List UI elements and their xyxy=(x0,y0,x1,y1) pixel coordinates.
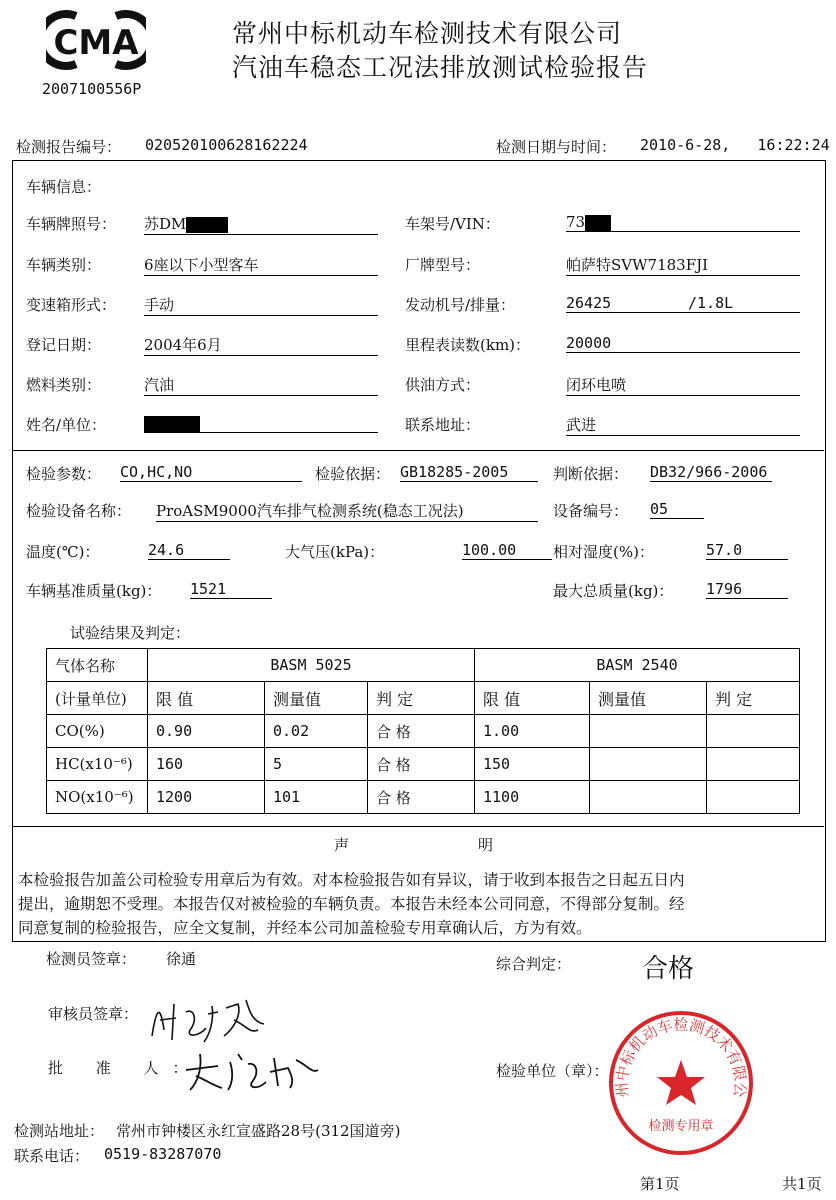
measured-cell xyxy=(590,781,707,814)
basm2540-header: BASM 2540 xyxy=(475,649,800,682)
judge-cell: 合 格 xyxy=(368,715,475,748)
vin-text: 73 xyxy=(566,213,586,231)
inspection-stamp xyxy=(606,1008,756,1158)
page-total: 共1页 xyxy=(782,1175,822,1193)
station-address-label: 检测站地址： xyxy=(14,1122,105,1140)
limit-cell: 0.90 xyxy=(148,715,265,748)
limit-cell: 1200 xyxy=(148,781,265,814)
basm5025-header: BASM 5025 xyxy=(148,649,475,682)
conclusion-label: 综合判定： xyxy=(496,955,572,973)
station-address: 常州市钟楼区永红宣盛路28号(312国道旁) xyxy=(116,1122,401,1140)
inspector-label: 检测员签章： xyxy=(46,950,137,968)
report-frame xyxy=(12,160,826,942)
max-mass-label: 最大总质量(kg)： xyxy=(553,582,674,600)
svg-text:CMA: CMA xyxy=(53,23,139,63)
statement-line: 本检验报告加盖公司检验专用章后为有效。对本检验报告如有异议，请于收到本报告之日起五日内 xyxy=(18,871,685,889)
measured-cell xyxy=(590,748,707,781)
report-no: 020520100628162224 xyxy=(145,136,308,154)
fuel-label: 燃料类别： xyxy=(26,376,102,394)
table-row xyxy=(47,748,800,781)
unit-label: 检验单位（章）： xyxy=(496,1062,609,1080)
max-mass-value: 1796 xyxy=(706,580,788,599)
measured-cell xyxy=(590,715,707,748)
model-label: 厂牌型号： xyxy=(405,256,481,274)
judge-cell xyxy=(707,748,800,781)
redaction xyxy=(144,416,200,432)
datetime: 2010-6-28, 16:22:24 xyxy=(640,136,830,154)
unit-header: (计量单位) xyxy=(47,682,148,715)
report-title: 汽油车稳态工况法排放测试检验报告 xyxy=(232,53,649,82)
type-value: 6座以下小型客车 xyxy=(144,254,378,276)
pressure-label: 大气压(kPa)： xyxy=(285,543,385,561)
limit-cell: 1.00 xyxy=(475,715,590,748)
limit-cell: 1100 xyxy=(475,781,590,814)
reg-value: 2004年6月 xyxy=(144,334,378,356)
conclusion-value: 合格 xyxy=(642,954,695,984)
params-value: CO,HC,NO xyxy=(120,463,302,482)
gas-cell: HC(x10⁻⁶) xyxy=(47,748,148,781)
judge-cell: 合 格 xyxy=(368,748,475,781)
measured-header: 测量值 xyxy=(265,682,368,715)
judge-basis-value: DB32/966-2006 xyxy=(650,463,772,482)
vehicle-section-title: 车辆信息： xyxy=(26,178,102,196)
gearbox-label: 变速箱形式： xyxy=(26,296,117,314)
svg-text:检测专用章: 检测专用章 xyxy=(648,1119,714,1134)
model-value: 帕萨特SVW7183FJI xyxy=(566,254,800,276)
plate-text: 苏DM xyxy=(144,215,187,233)
divider xyxy=(12,826,824,827)
supply-value: 闭环电喷 xyxy=(566,374,800,396)
statement-line: 同意复制的检验报告，应全文复制，并经本公司加盖检验专用章确认后，方为有效。 xyxy=(18,919,592,937)
displacement: /1.8L xyxy=(688,294,734,312)
engine-no: 26425 xyxy=(566,294,612,312)
vin-value xyxy=(566,213,800,232)
table-row xyxy=(47,781,800,814)
approver-signature xyxy=(178,1040,328,1100)
temp-label: 温度(℃)： xyxy=(26,543,100,561)
measured-cell: 101 xyxy=(265,781,368,814)
owner-label: 姓名/单位： xyxy=(26,416,107,434)
reg-label: 登记日期： xyxy=(26,336,102,354)
humidity-value: 57.0 xyxy=(706,541,788,560)
redaction xyxy=(186,217,228,233)
measured-header: 测量值 xyxy=(590,682,707,715)
svg-text:常州中标机动车检测技术有限公司: 州中标机动车检测技术有限公 xyxy=(612,1015,750,1099)
limit-header: 限 值 xyxy=(475,682,590,715)
statement-title-b: 明 xyxy=(478,836,494,854)
gas-cell: NO(x10⁻⁶) xyxy=(47,781,148,814)
judge-header: 判 定 xyxy=(368,682,475,715)
odo-label: 里程表读数(km)： xyxy=(405,336,531,354)
equip-no-value: 05 xyxy=(650,500,704,519)
company-name: 常州中标机动车检测技术有限公司 xyxy=(232,19,623,48)
results-table xyxy=(46,648,800,814)
supply-label: 供油方式： xyxy=(405,376,481,394)
divider xyxy=(12,450,824,451)
report-no-label: 检测报告编号： xyxy=(16,138,122,156)
redaction xyxy=(585,215,611,231)
pressure-value: 100.00 xyxy=(462,541,552,560)
judge-basis-label: 判断依据： xyxy=(553,465,629,483)
gearbox-value: 手动 xyxy=(144,294,378,316)
equip-value: ProASM9000汽车排气检测系统(稳态工况法) xyxy=(156,500,538,522)
approver-label: 批 准 人： xyxy=(48,1059,202,1077)
equip-label: 检验设备名称： xyxy=(26,502,132,520)
judge-cell xyxy=(707,781,800,814)
judge-cell: 合 格 xyxy=(368,781,475,814)
type-label: 车辆类别： xyxy=(26,256,102,274)
judge-cell xyxy=(707,715,800,748)
gas-header: 气体名称 xyxy=(47,649,148,682)
cma-logo xyxy=(46,10,146,70)
address-value: 武进 xyxy=(566,414,800,436)
table-header-row xyxy=(47,649,800,682)
owner-value xyxy=(144,414,378,433)
vin-label: 车架号/VIN： xyxy=(405,215,500,233)
limit-cell: 150 xyxy=(475,748,590,781)
temp-value: 24.6 xyxy=(148,541,230,560)
table-row xyxy=(47,715,800,748)
limit-cell: 160 xyxy=(148,748,265,781)
gas-cell: CO(%) xyxy=(47,715,148,748)
page-number: 第1页 xyxy=(640,1175,680,1193)
params-label: 检验参数： xyxy=(26,465,102,483)
phone-value: 0519-83287070 xyxy=(104,1145,222,1163)
table-subheader-row xyxy=(47,682,800,715)
measured-cell: 0.02 xyxy=(265,715,368,748)
plate-label: 车辆牌照号： xyxy=(26,215,117,233)
engine-value xyxy=(566,294,800,313)
ref-mass-label: 车辆基准质量(kg)： xyxy=(26,582,162,600)
odo-value: 20000 xyxy=(566,334,800,353)
phone-label: 联系电话： xyxy=(14,1147,90,1165)
equip-no-label: 设备编号： xyxy=(553,502,629,520)
cert-number: 2007100556P xyxy=(42,80,142,98)
humidity-label: 相对湿度(%)： xyxy=(553,543,654,561)
judge-header: 判 定 xyxy=(707,682,800,715)
limit-header: 限 值 xyxy=(148,682,265,715)
ref-mass-value: 1521 xyxy=(190,580,272,599)
basis-value: GB18285-2005 xyxy=(400,463,538,482)
measured-cell: 5 xyxy=(265,748,368,781)
datetime-label: 检测日期与时间： xyxy=(496,138,617,156)
inspector-name: 徐通 xyxy=(166,950,197,968)
statement-title-a: 声 xyxy=(334,836,350,854)
fuel-value: 汽油 xyxy=(144,374,378,396)
engine-label: 发动机号/排量： xyxy=(405,296,516,314)
reviewer-label: 审核员签章： xyxy=(48,1005,139,1023)
plate-value xyxy=(144,213,378,235)
statement-line: 提出，逾期恕不受理。本报告仅对被检验的车辆负责。本报告未经本公司同意，不得部分复制。经 xyxy=(18,895,685,913)
results-title: 试验结果及判定： xyxy=(70,624,191,642)
address-label: 联系地址： xyxy=(405,416,481,434)
basis-label: 检验依据： xyxy=(315,465,391,483)
